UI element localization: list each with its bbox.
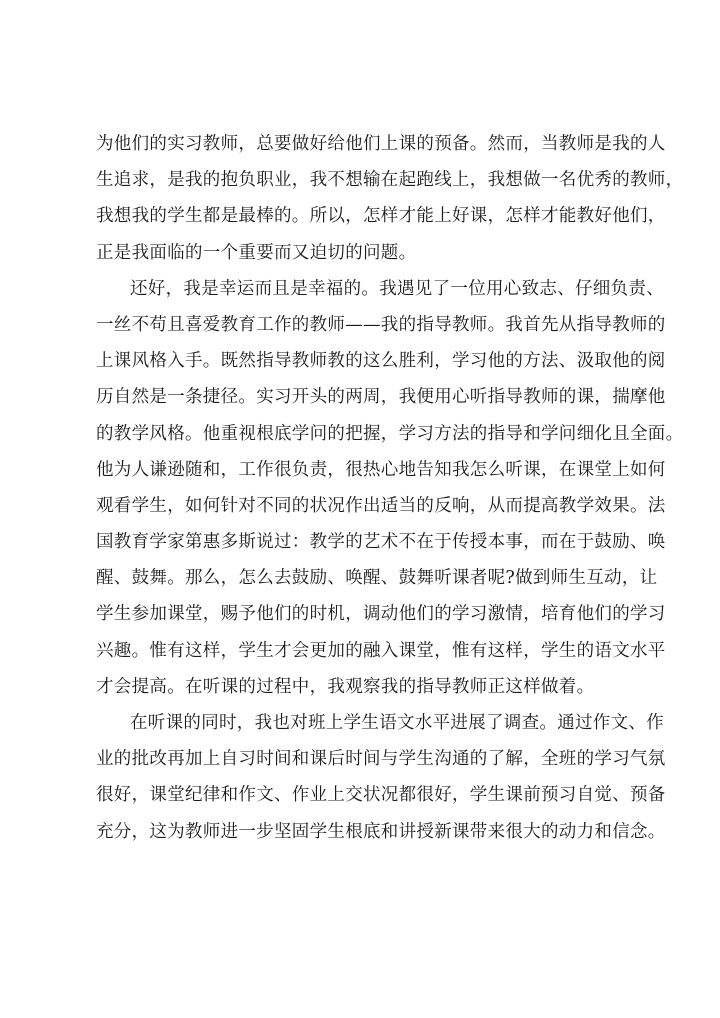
text-line: 在听课的同时，我也对班上学生语文水平进展了调查。通过作文、作 — [130, 713, 664, 733]
text-line: 很好，课堂纪律和作文、作业上交状况都很好，学生课前预习自觉、预备 — [96, 785, 666, 806]
text-line: 观看学生，如何针对不同的状况作出适当的反响，从而提高教学效果。法 — [96, 495, 666, 516]
text-line: 学生参加课堂，赐予他们的时机，调动他们的学习激情，培育他们的学习 — [96, 604, 666, 625]
text-line: 他为人谦逊随和，工作很负责，很热心地告知我怎么听课，在课堂上如何 — [96, 459, 666, 480]
text-line: 我想我的学生都是最棒的。所以，怎样才能上好课，怎样才能教好他们， — [96, 206, 666, 227]
text-line: 业的批改再加上自习时间和课后时间与学生沟通的了解，全班的学习气氛 — [96, 749, 666, 770]
text-line: 上课风格入手。既然指导教师教的这么胜利，学习他的方法、汲取他的阅 — [96, 351, 666, 372]
text-line: 兴趣。惟有这样，学生才会更加的融入课堂，惟有这样，学生的语文水平 — [96, 640, 666, 661]
text-line: 充分，这为教师进一步坚固学生根底和讲授新课带来很大的动力和信念。 — [96, 821, 666, 842]
text-line: 才会提高。在听课的过程中，我观察我的指导教师正这样做着。 — [96, 676, 595, 697]
text-line: 一丝不苟且喜爱教育工作的教师——我的指导教师。我首先从指导教师的 — [96, 314, 666, 335]
text-line: 历自然是一条捷径。实习开头的两周，我便用心听指导教师的课，揣摩他 — [96, 387, 666, 408]
text-line: 正是我面临的一个重要而又迫切的问题。 — [96, 242, 417, 263]
text-line: 还好，我是幸运而且是幸福的。我遇见了一位用心致志、仔细负责、 — [130, 278, 664, 299]
text-line: 的教学风格。他重视根底学问的把握，学习方法的指导和学问细化且全面。 — [96, 423, 684, 444]
text-line: 醒、鼓舞。那么，怎么去鼓励、唤醒、鼓舞听课者呢?做到师生互动，让 — [96, 568, 658, 589]
text-line: 国教育学家第惠多斯说过：教学的艺术不在于传授本事，而在于鼓励、唤 — [96, 532, 666, 553]
body-text — [96, 126, 684, 850]
text-line: 生追求，是我的抱负职业，我不想输在起跑线上，我想做一名优秀的教师， — [96, 170, 684, 191]
text-line: 为他们的实习教师，总要做好给他们上课的预备。然而，当教师是我的人 — [96, 134, 666, 154]
